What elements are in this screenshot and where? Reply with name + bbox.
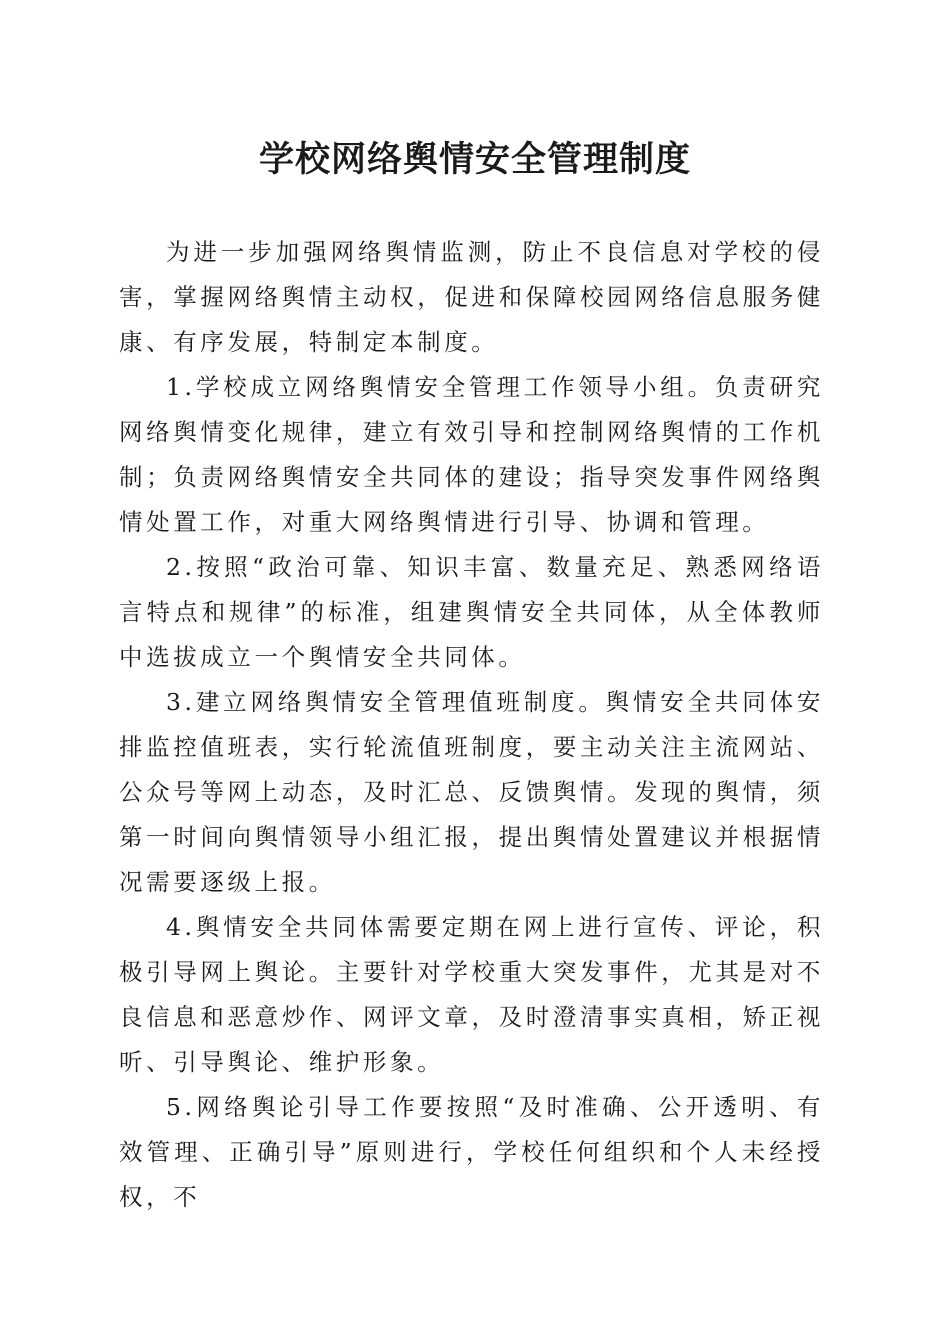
paragraph-intro: 为进一步加强网络舆情监测，防止不良信息对学校的侵害，掌握网络舆情主动权，促进和保障校园网络信息服务健康、有序发展，特制定本制度。 [119, 238, 824, 356]
paragraph-item-5: 5.网络舆论引导工作要按照“及时准确、公开透明、有效管理、正确引导”原则进行，学校任何组织和个人未经授权，不 [119, 1093, 824, 1211]
document-body [119, 230, 824, 1220]
paragraph-item-3: 3.建立网络舆情安全管理值班制度。舆情安全共同体安排监控值班表，实行轮流值班制度，要主动关注主流网站、公众号等网上动态，及时汇总、反馈舆情。发现的舆情，须第一时间向舆情领导小组汇报，提出舆情处置建议并根据情况需要逐级上报。 [119, 688, 824, 896]
paragraph-item-4: 4.舆情安全共同体需要定期在网上进行宣传、评论，积极引导网上舆论。主要针对学校重大突发事件，尤其是对不良信息和恶意炒作、网评文章，及时澄清事实真相，矫正视听、引导舆论、维护形象。 [119, 913, 824, 1076]
paragraph-item-1: 1.学校成立网络舆情安全管理工作领导小组。负责研究网络舆情变化规律，建立有效引导和控制网络舆情的工作机制；负责网络舆情安全共同体的建设；指导突发事件网络舆情处置工作，对重大网络舆情进行引导、协调和管理。 [119, 373, 824, 536]
document-title: 学校网络舆情安全管理制度 [258, 139, 691, 180]
paragraph-item-2: 2.按照“政治可靠、知识丰富、数量充足、熟悉网络语言特点和规律”的标准，组建舆情安全共同体，从全体教师中选拔成立一个舆情安全共同体。 [119, 553, 824, 671]
